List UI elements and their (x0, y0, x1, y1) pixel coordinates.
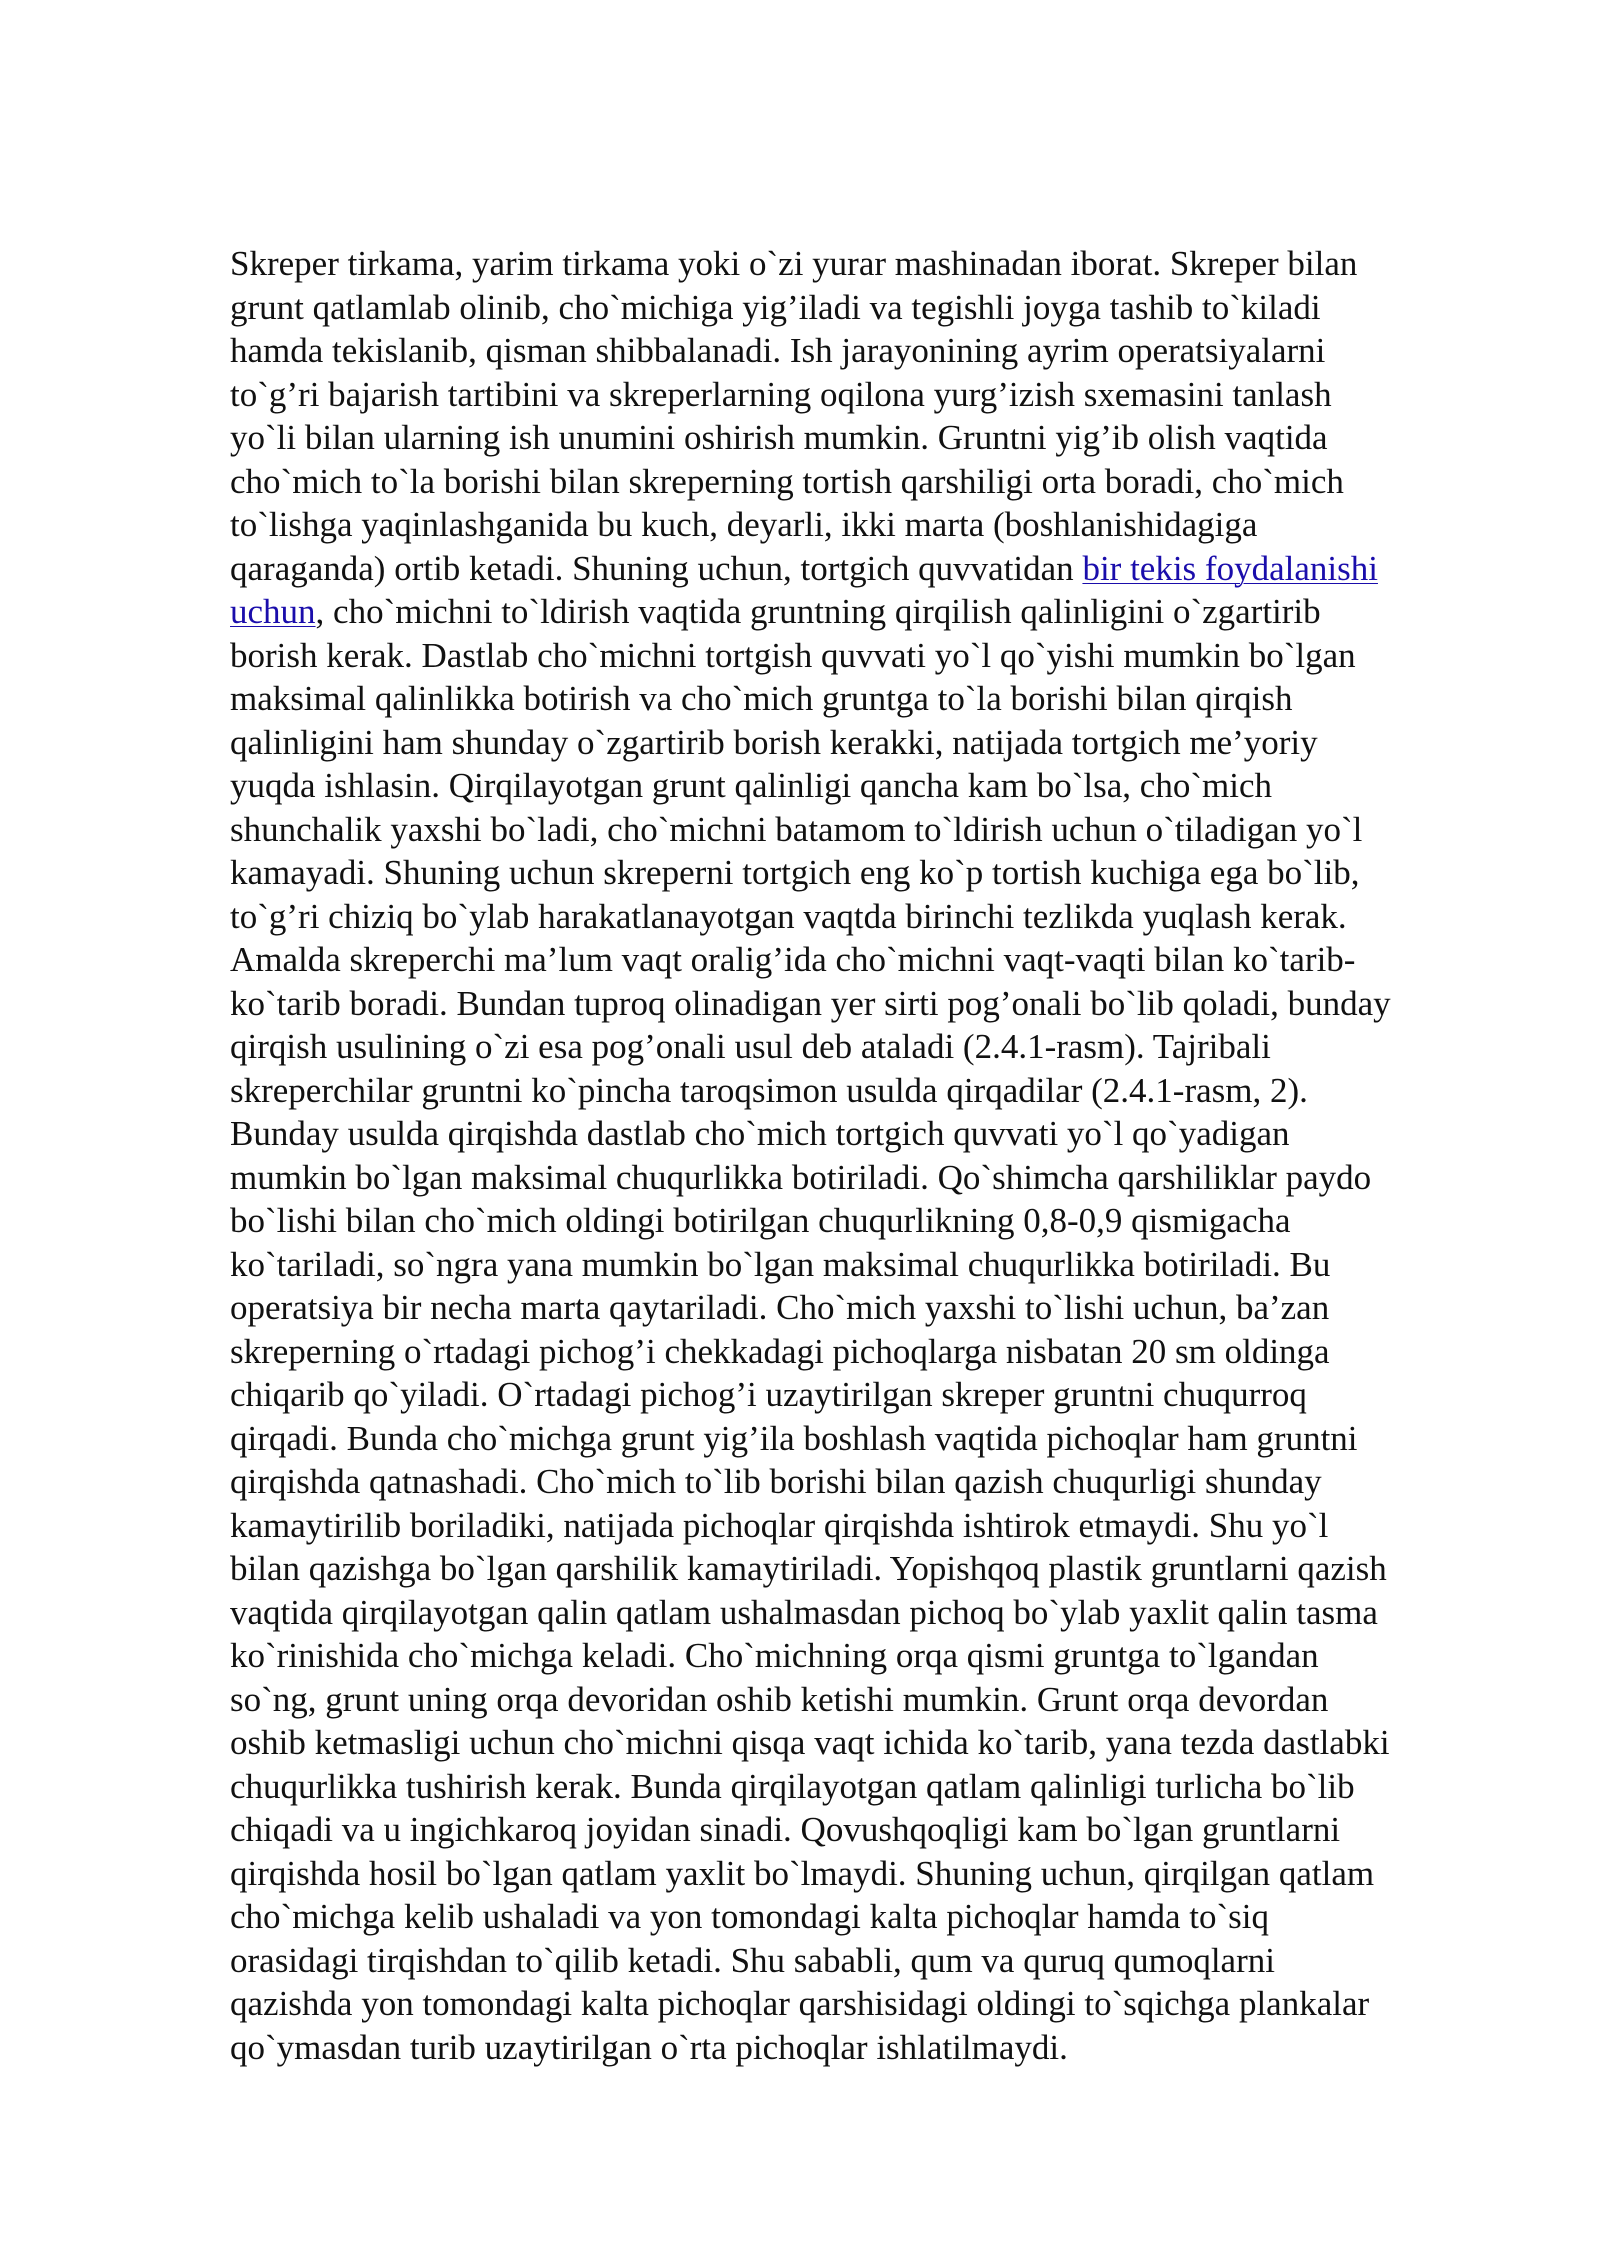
body-paragraph (230, 242, 1510, 2069)
paragraph-text-part-2: , cho`michni to`ldirish vaqtida gruntning qirqilish qalinligini o`zgartirib borish kerak. Dastlab cho`michni tortgish quvvati yo`l qo`yishi mumkin bo`lgan maksimal qalinlikka botirish va cho`mich gruntga to`la borishi bilan qirqish qalinligini ham shunday o`zgartirib borish kerakki, natijada tortgich me’yoriy yuqda ishlasin. Qirqilayotgan grunt qalinligi qancha kam bo`lsa, cho`mich shunchalik yaxshi bo`ladi, cho`michni batamom to`ldirish uchun o`tiladigan yo`l kamayadi. Shuning uchun skreperni tortgich eng ko`p tortish kuchiga ega bo`lib, to`g’ri chiziq bo`ylab harakatlanayotgan vaqtda birinchi tezlikda yuqlash kerak. Amalda skreperchi ma’lum vaqt oralig’ida cho`michni vaqt-vaqti bilan ko`tarib- ko`tarib boradi. Bundan tuproq olinadigan yer sirti pog’onali bo`lib qoladi, bunday qirqish usulining o`zi esa pog’onali usul deb ataladi (2.4.1-rasm). Tajribali skreperchilar gruntni ko`pincha taroqsimon usulda qirqadilar (2.4.1-rasm, 2). Bunday usulda qirqishda dastlab cho`mich tortgich quvvati yo`l qo`yadigan mumkin bo`lgan maksimal chuqurlikka botiriladi. Qo`shimcha qarshiliklar paydo bo`lishi bilan cho`mich oldingi botirilgan chuqurlikning 0,8-0,9 qismigacha ko`tariladi, so`ngra yana mumkin bo`lgan maksimal chuqurlikka botiriladi. Bu operatsiya bir necha marta qaytariladi. Cho`mich yaxshi to`lishi uchun, ba’zan skreperning o`rtadagi pichog’i chekkadagi pichoqlarga nisbatan 20 sm oldinga chiqarib qo`yiladi. O`rtadagi pichog’i uzaytirilgan skreper gruntni chuqurroq qirqadi. Bunda cho`michga grunt yig’ila boshlash vaqtida pichoqlar ham gruntni qirqishda qatnashadi. Cho`mich to`lib borishi bilan qazish chuqurligi shunday kamaytirilib boriladiki, natijada pichoqlar qirqishda ishtirok etmaydi. Shu yo`l bilan qazishga bo`lgan qarshilik kamaytiriladi. Yopishqoq plastik gruntlarni qazish vaqtida qirqilayotgan qalin qatlam ushalmasdan pichoq bo`ylab yaxlit qalin tasma ko`rinishida cho`michga keladi. Cho`michning orqa qismi gruntga to`lgandan so`ng, grunt uning orqa devoridan oshib ketishi mumkin. Grunt orqa devordan oshib ketmasligi uchun cho`michni qisqa vaqt ichida ko`tarib, yana tezda dastlabki chuqurlikka tushirish kerak. Bunda qirqilayotgan qatlam qalinligi turlicha bo`lib chiqadi va u ingichkaroq joyidan sinadi. Qovushqoqligi kam bo`lgan gruntlarni qirqishda hosil bo`lgan qatlam yaxlit bo`lmaydi. Shuning uchun, qirqilgan qatlam cho`michga kelib ushaladi va yon tomondagi kalta pichoqlar hamda to`siq orasidagi tirqishdan to`qilib ketadi. Shu sababli, qum va quruq qumoqlarni qazishda yon tomondagi kalta pichoqlar qarshisidagi oldingi to`sqichga plankalar qo`ymasdan turib uzaytirilgan o`rta pichoqlar ishlatilmaydi. (230, 592, 1391, 2067)
paragraph-text-part-1: Skreper tirkama, yarim tirkama yoki o`zi yurar mashinadan iborat. Skreper bilan grunt qatlamlab olinib, cho`michiga yig’iladi va tegishli joyga tashib to`kiladi hamda tekislanib, qisman shibbalanadi. Ish jarayonining ayrim operatsiyalarni to`g’ri bajarish tartibini va skreperlarning oqilona yurg’izish sxemasini tanlash yo`li bilan ularning ish unumini oshirish mumkin. Gruntni yig’ib olish vaqtida cho`mich to`la borishi bilan skreperning tortish qarshiligi orta boradi, cho`mich to`lishga yaqinlashganida bu kuch, deyarli, ikki marta (boshlanishidagiga qaraganda) ortib ketadi. Shuning uchun, tortgich quvvatidan (230, 244, 1358, 588)
inline-link[interactable]: bir tekis foydalanishi uchun (230, 548, 1378, 631)
